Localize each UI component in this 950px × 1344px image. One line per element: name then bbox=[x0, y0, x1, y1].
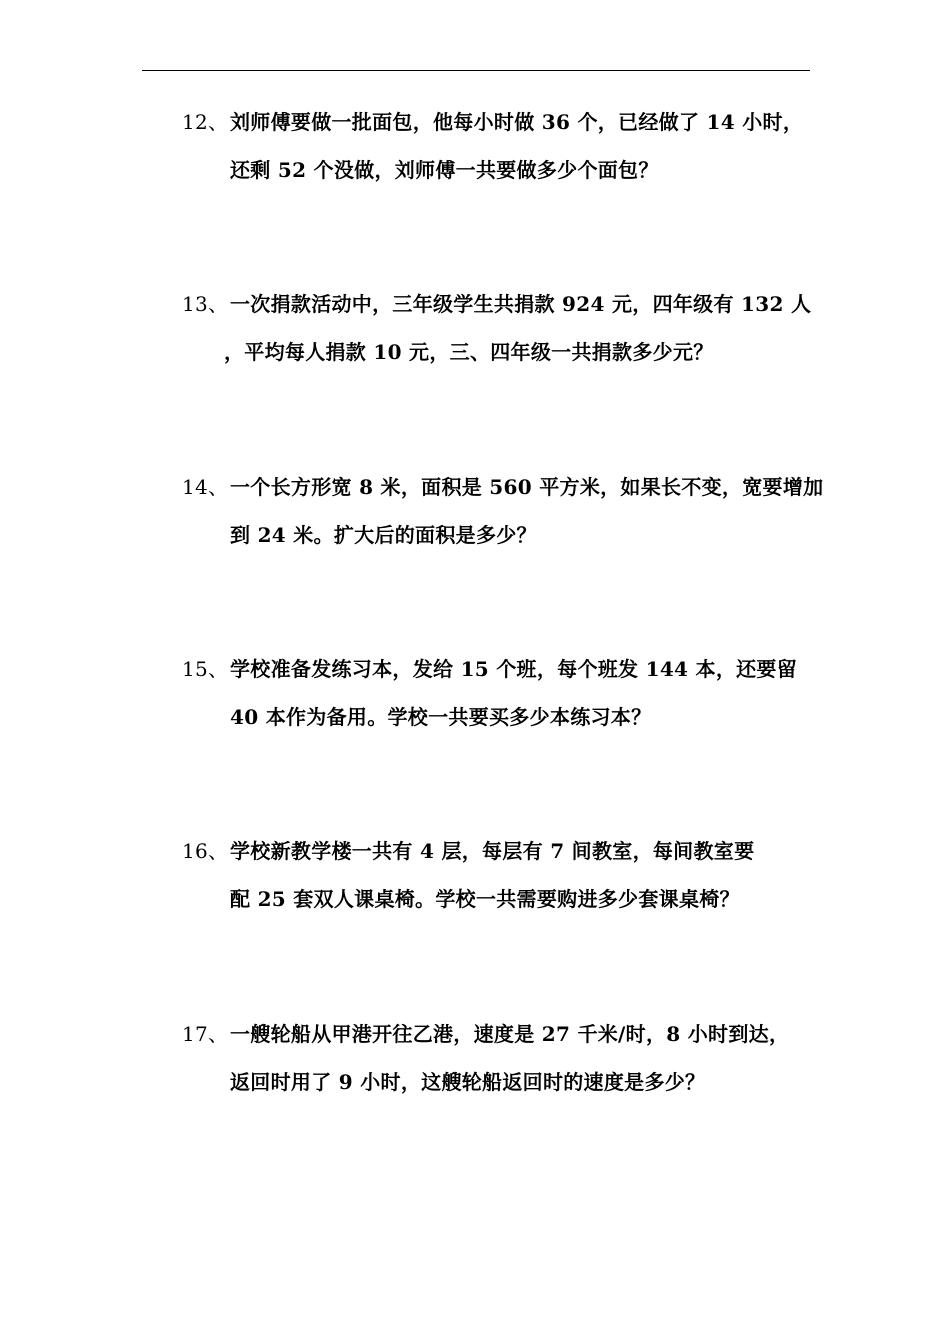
problem-text-line-1: 一个长方形宽 8 米，面积是 560 平方米，如果长不变，宽要增加 bbox=[230, 475, 824, 499]
header-rule bbox=[142, 70, 810, 71]
problem-number: 13、 bbox=[182, 292, 229, 316]
problem-text-line-1: 学校准备发练习本，发给 15 个班，每个班发 144 本，还要留 bbox=[230, 657, 798, 681]
problem-text-line-2: 返回时用了 9 小时，这艘轮船返回时的速度是多少？ bbox=[230, 1070, 706, 1094]
problem-text-line-2: 40 本作为备用。学校一共要买多少本练习本？ bbox=[230, 705, 652, 729]
problem-text-line-1: 学校新教学楼一共有 4 层，每层有 7 间教室，每间教室要 bbox=[230, 839, 755, 863]
problem-text-line-2: 还剩 52 个没做，刘师傅一共要做多少个面包？ bbox=[230, 158, 659, 182]
problem-text-line-2: 配 25 套双人课桌椅。学校一共需要购进多少套课桌椅？ bbox=[230, 887, 740, 911]
problem-number: 12、 bbox=[182, 110, 229, 134]
problem-number: 16、 bbox=[182, 839, 229, 863]
problem-text-line-2: 到 24 米。扩大后的面积是多少？ bbox=[230, 523, 537, 547]
problem-text-line-1: 一次捐款活动中，三年级学生共捐款 924 元，四年级有 132 人 bbox=[230, 292, 812, 316]
problem-number: 15、 bbox=[182, 657, 229, 681]
problem-text-line-1: 刘师傅要做一批面包，他每小时做 36 个，已经做了 14 小时， bbox=[230, 110, 804, 134]
problem-text-line-2: ，平均每人捐款 10 元，三、四年级一共捐款多少元？ bbox=[224, 340, 714, 364]
problem-number: 17、 bbox=[182, 1022, 229, 1046]
problem-text-line-1: 一艘轮船从甲港开往乙港，速度是 27 千米/时，8 小时到达， bbox=[230, 1022, 790, 1046]
problem-number: 14、 bbox=[182, 475, 229, 499]
